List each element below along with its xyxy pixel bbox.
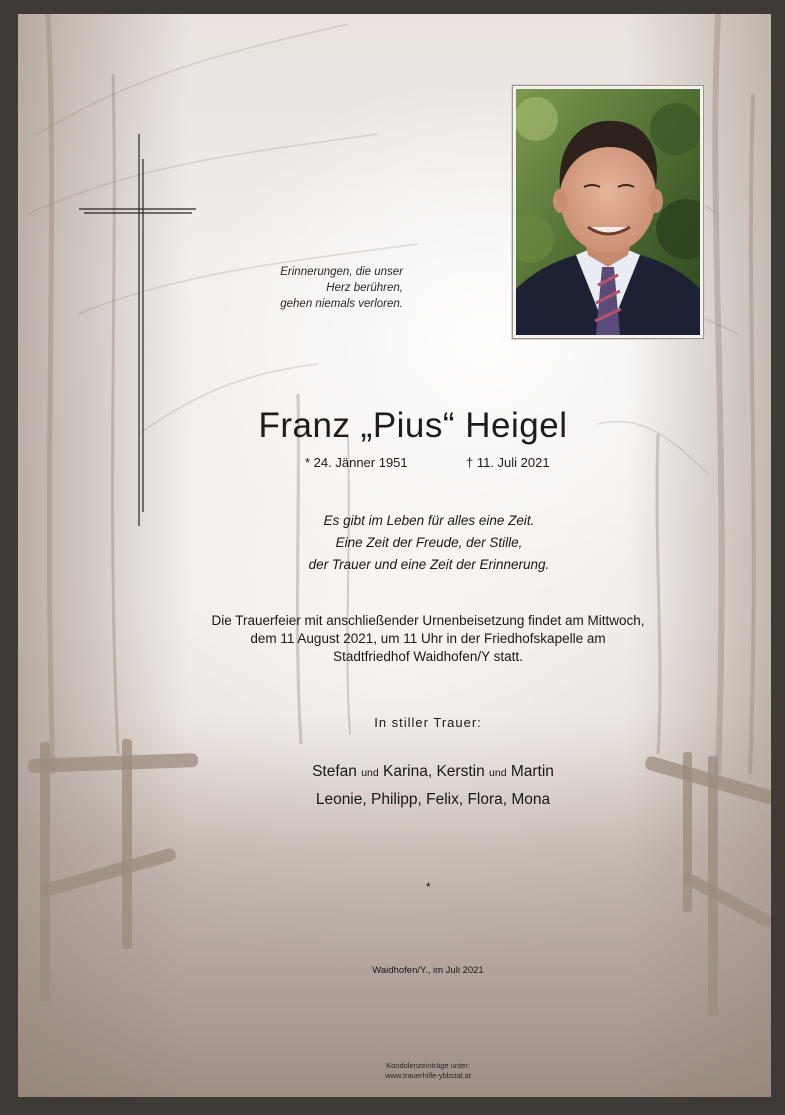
portrait-photo	[512, 85, 704, 339]
death-date: † 11. Juli 2021	[466, 455, 550, 470]
memorial-quote: Erinnerungen, die unser Herz berühren, gehen niemals verloren.	[280, 266, 403, 310]
place-and-date: Waidhofen/Y., im Juli 2021	[372, 965, 484, 976]
family-name: Martin	[510, 763, 554, 780]
birth-date: * 24. Jänner 1951	[305, 455, 408, 470]
family-name: Karina, Kerstin	[383, 763, 485, 780]
condolence-url[interactable]: www.trauerhilfe-ybbstal.at	[385, 1071, 471, 1080]
funeral-service-info: Die Trauerfeier mit anschließender Urnenbeisetzung findet am Mittwoch, dem 11 August 2021, um 11 Uhr in der Friedhofskapelle am Stadtfriedhof Waidhofen/Y statt.	[211, 613, 645, 664]
family-name: Stefan	[312, 763, 357, 780]
deceased-name: Franz „Pius“ Heigel	[258, 406, 568, 445]
condolence-label: Kondolenzeinträge unter:	[386, 1061, 470, 1070]
family-members-row-2: Leonie, Philipp, Felix, Flora, Mona	[315, 791, 551, 808]
family-members-row-1	[248, 763, 618, 781]
mourning-label: In stiller Trauer:	[374, 715, 482, 730]
condolence-info	[328, 1061, 528, 1081]
obituary-card	[18, 14, 771, 1097]
separator-asterisk: *	[426, 880, 431, 894]
memorial-verse: Es gibt im Leben für alles eine Zeit. Eine Zeit der Freude, der Stille, der Trauer und eine Zeit der Erinnerung.	[308, 513, 550, 572]
conjunction: und	[361, 767, 379, 779]
conjunction: und	[489, 767, 507, 779]
portrait-image	[516, 89, 700, 335]
